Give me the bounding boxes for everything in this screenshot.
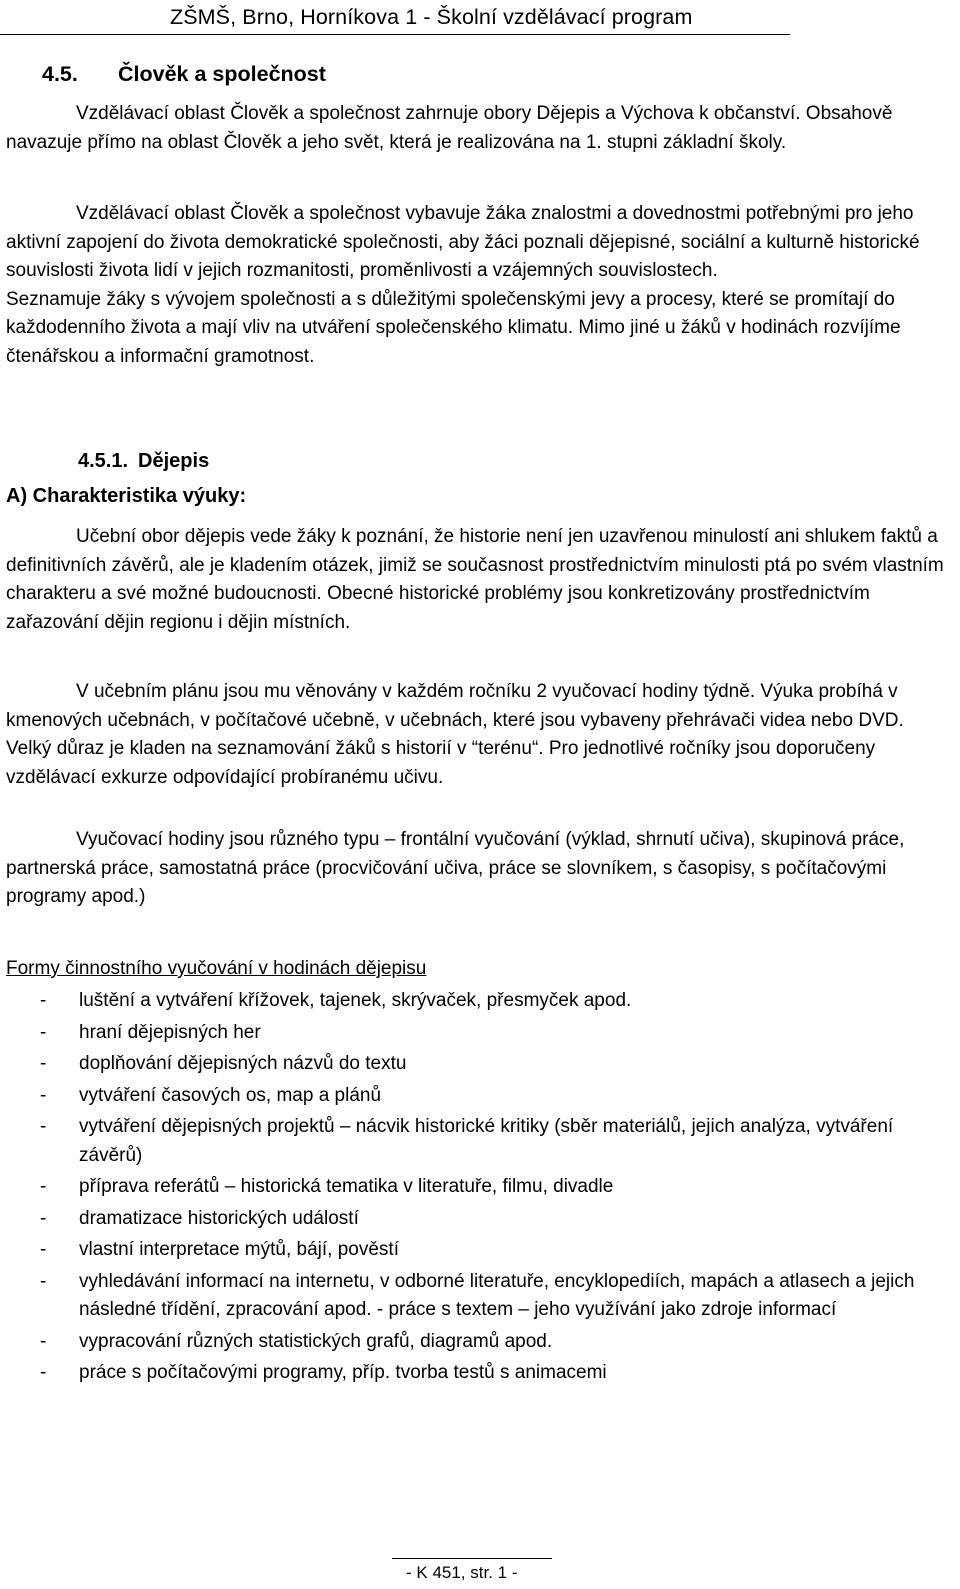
list-item-text: práce s počítačovými programy, příp. tvorba testů s animacemi xyxy=(79,1362,607,1383)
list-item-text: vytváření dějepisných projektů – nácvik historické kritiky (sběr materiálů, jejich analýza, vytváření závěrů) xyxy=(79,1116,894,1166)
subsection-number: 4.5.1. xyxy=(78,450,129,472)
characteristic-paragraph-1 xyxy=(6,523,946,637)
section-body xyxy=(6,200,946,371)
bullet-dash: - xyxy=(40,990,47,1011)
list-item-text: vyhledávání informací na internetu, v odborné literatuře, encyklopediích, mapách a atlasech a jejich následné třídění, zpracování apod. - práce s textem – jeho využívání jako zdroje informací xyxy=(79,1270,915,1320)
list-item xyxy=(6,1082,946,1111)
characteristic-heading: A) Charakteristika výuky: xyxy=(6,485,247,507)
subsection-paragraph: V učebním plánu jsou mu věnovány v každém ročníku 2 vyučovací hodiny týdně. Výuka probíhá v kmenových učebnách, v počítačové učebně, v učebnách, které jsou vybaveny přehrávači videa nebo DVD. Velký důraz je kladen na seznamování žáků s historií v “terénu“. Pro jednotlivé ročníky jsou doporučeny vzdělávací exkurze odpovídající probíranému učivu. xyxy=(6,681,904,788)
footer-divider xyxy=(392,1558,552,1559)
list-item xyxy=(6,1236,946,1265)
section-paragraph: Vzdělávací oblast Člověk a společnost zahrnuje obory Dějepis a Výchova k občanství. Obsahově navazuje přímo na oblast Člověk a jeho svět, která je realizována na 1. stupni základní školy. xyxy=(6,103,893,153)
list-item xyxy=(6,1050,946,1079)
list-item-text: dramatizace historických událostí xyxy=(79,1207,359,1229)
activities-title: Formy činnostního vyučování v hodinách dějepisu xyxy=(6,958,427,979)
bullet-dash: - xyxy=(40,1207,47,1229)
bullet-dash: - xyxy=(40,1270,47,1292)
bullet-dash: - xyxy=(40,1176,47,1197)
bullet-dash: - xyxy=(40,1116,47,1137)
section-paragraph: Seznamuje žáky s vývojem společnosti a s důležitými společenskými jevy a procesy, které se promítají do každodenního života a mají vliv na utváření společenského klimatu. Mimo jiné u žáků v hodinách rozvíjíme čtenářskou a informační gramotnost. xyxy=(6,288,901,367)
characteristic-paragraph-3 xyxy=(6,826,946,912)
bullet-dash: - xyxy=(40,1021,47,1043)
characteristic-paragraph-2 xyxy=(6,678,946,792)
list-item xyxy=(6,1328,946,1357)
bullet-dash: - xyxy=(40,1084,47,1106)
section-number: 4.5. xyxy=(42,62,78,86)
list-item xyxy=(6,1205,946,1234)
list-item-text: doplňování dějepisných názvů do textu xyxy=(79,1053,407,1074)
list-item-text: vlastní interpretace mýtů, bájí, pověstí xyxy=(79,1239,399,1260)
subsection-paragraph: Vyučovací hodiny jsou různého typu – frontální vyučování (výklad, shrnutí učiva), skupinová práce, partnerská práce, samostatná práce (procvičování učiva, práce se slovníkem, s časopisy, s počítačovými programy apod.) xyxy=(6,829,905,907)
bullet-dash: - xyxy=(40,1330,47,1352)
list-item xyxy=(6,987,946,1016)
list-item-text: hraní dějepisných her xyxy=(79,1021,261,1043)
list-item xyxy=(6,1019,946,1048)
bullet-dash: - xyxy=(40,1362,47,1383)
bullet-dash: - xyxy=(40,1053,47,1074)
subsection-paragraph: Učební obor dějepis vede žáky k poznání, že historie není jen uzavřenou minulostí ani shlukem faktů a definitivních závěrů, ale je kladením otázek, jimiž se současnost prostřednictvím minulosti ptá po svém vlastním charakteru a své možné budoucnosti. Obecné historické problémy jsou konkretizovány prostřednictvím zařazování dějin regionu i dějin místních. xyxy=(6,526,944,633)
activities-list xyxy=(6,987,946,1391)
section-heading xyxy=(42,60,326,88)
list-item-text: vytváření časových os, map a plánů xyxy=(79,1084,382,1106)
list-item-text: příprava referátů – historická tematika v literatuře, filmu, divadle xyxy=(79,1176,614,1197)
list-item xyxy=(6,1359,946,1388)
bullet-dash: - xyxy=(40,1239,47,1260)
section-title: Člověk a společnost xyxy=(118,62,326,86)
list-item xyxy=(6,1113,946,1170)
list-item xyxy=(6,1268,946,1325)
subsection-title: Dějepis xyxy=(138,450,210,472)
list-item-text: vypracování různých statistických grafů, diagramů apod. xyxy=(79,1330,553,1352)
page-footer: - K 451, str. 1 - xyxy=(406,1563,518,1582)
header-divider xyxy=(0,34,790,35)
subsection-heading xyxy=(78,447,209,475)
list-item xyxy=(6,1173,946,1202)
page-header: ZŠMŠ, Brno, Horníkova 1 - Školní vzdělávací program xyxy=(170,5,693,29)
section-intro xyxy=(6,100,946,157)
section-paragraph: Vzdělávací oblast Člověk a společnost vybavuje žáka znalostmi a dovednostmi potřebnými pro jeho aktivní zapojení do života demokratické společnosti, aby žáci poznali dějepisné, sociální a kulturně historické souvislosti života lidí v jejich rozmanitosti, proměnlivosti a vzájemných souvislostech. xyxy=(6,203,920,281)
list-item-text: luštění a vytváření křížovek, tajenek, skrývaček, přesmyček apod. xyxy=(79,990,632,1011)
